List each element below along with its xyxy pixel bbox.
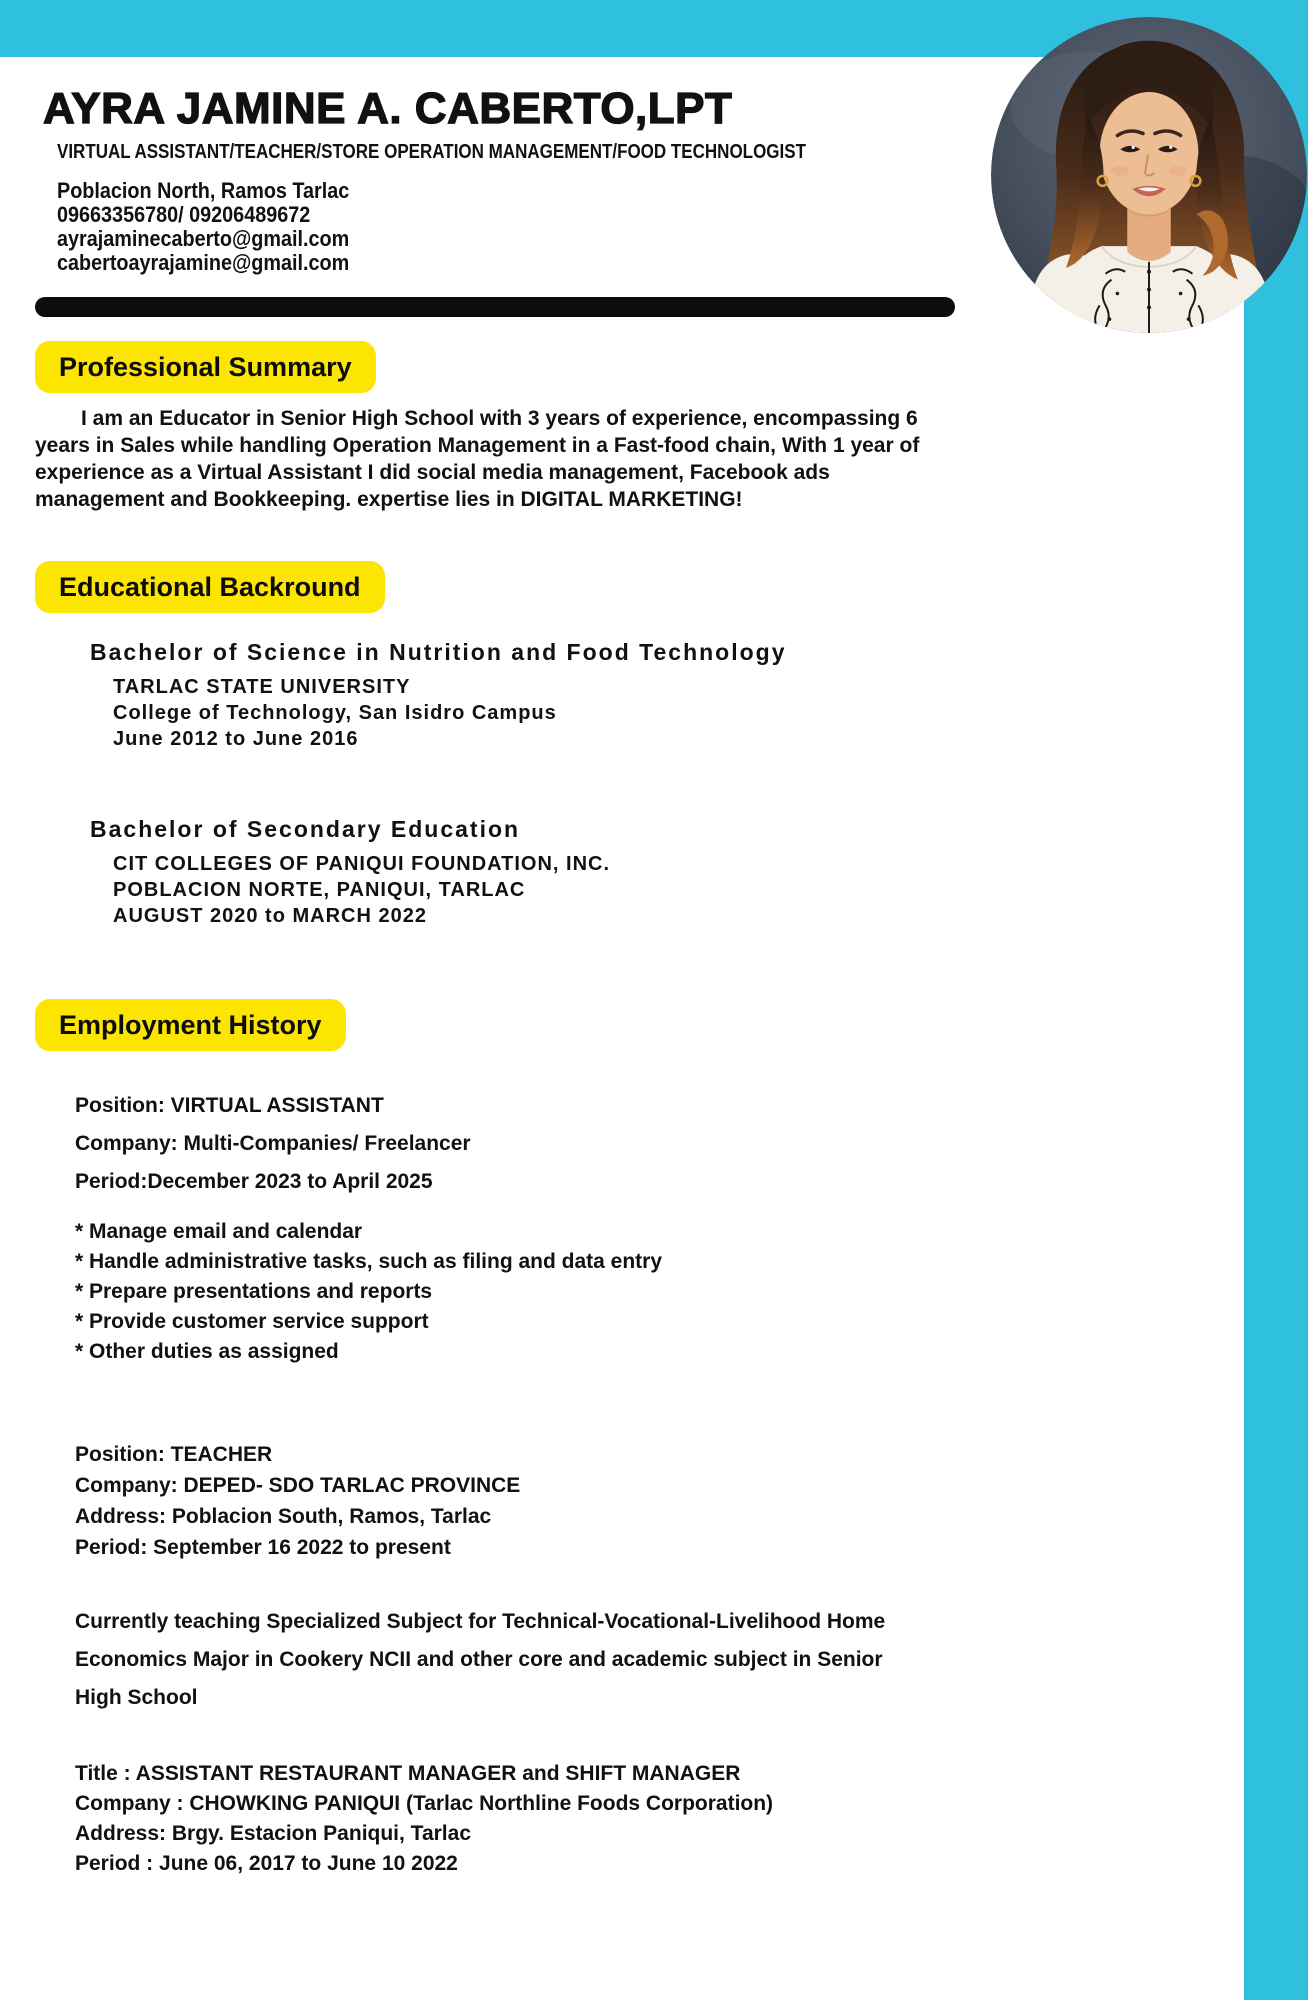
education-period: AUGUST 2020 to MARCH 2022	[113, 905, 427, 927]
section-title-employment: Employment History	[35, 999, 346, 1051]
job-duty: * Prepare presentations and reports	[75, 1280, 433, 1303]
job-period: Period:December 2023 to April 2025	[75, 1170, 433, 1193]
job-duty: * Handle administrative tasks, such as filing and data entry	[75, 1250, 663, 1273]
job-position: Position: VIRTUAL ASSISTANT	[75, 1094, 384, 1117]
job-duty: * Other duties as assigned	[75, 1340, 339, 1363]
degree-title: Bachelor of Science in Nutrition and Food Technology	[90, 639, 787, 665]
contact-email-primary: ayrajaminecaberto@gmail.com	[57, 226, 350, 251]
education-details	[113, 674, 1228, 752]
job-entry-virtual-assistant	[75, 1087, 1228, 1201]
education-school: CIT COLLEGES OF PANIQUI FOUNDATION, INC.	[113, 853, 611, 875]
job-period: Period : June 06, 2017 to June 10 2022	[75, 1852, 458, 1875]
education-entry	[35, 639, 1228, 752]
education-campus: College of Technology, San Isidro Campus	[113, 702, 557, 724]
education-school: TARLAC STATE UNIVERSITY	[113, 676, 411, 698]
job-entry-restaurant-manager	[75, 1759, 1228, 1879]
divider-bar	[35, 297, 955, 317]
job-title: Title : ASSISTANT RESTAURANT MANAGER and SHIFT MANAGER	[75, 1762, 741, 1785]
job-company: Company : CHOWKING PANIQUI (Tarlac Northline Foods Corporation)	[75, 1792, 774, 1815]
education-period: June 2012 to June 2016	[113, 728, 359, 750]
candidate-tagline: VIRTUAL ASSISTANT/TEACHER/STORE OPERATION MANAGEMENT/FOOD TECHNOLOGIST	[57, 141, 806, 163]
job-address: Address: Poblacion South, Ramos, Tarlac	[75, 1505, 492, 1528]
profile-photo	[991, 17, 1307, 333]
contact-block	[57, 179, 1111, 275]
contact-address: Poblacion North, Ramos Tarlac	[57, 178, 350, 203]
job-duty: * Manage email and calendar	[75, 1220, 363, 1243]
job-position: Position: TEACHER	[75, 1443, 273, 1466]
job-company: Company: Multi-Companies/ Freelancer	[75, 1132, 471, 1155]
portrait-illustration	[991, 17, 1307, 333]
contact-email-secondary: cabertoayrajamine@gmail.com	[57, 250, 350, 275]
job-note: Currently teaching Specialized Subject for Technical-Vocational-Livelihood Home Economics Major in Cookery NCII and other core and academic subject in Senior High School	[75, 1610, 886, 1709]
job-company: Company: DEPED- SDO TARLAC PROVINCE	[75, 1474, 521, 1497]
candidate-name: AYRA JAMINE A. CABERTO,LPT	[43, 84, 733, 133]
job-period: Period: September 16 2022 to present	[75, 1536, 451, 1559]
contact-phone: 09663356780/ 09206489672	[57, 202, 311, 227]
job-address: Address: Brgy. Estacion Paniqui, Tarlac	[75, 1822, 471, 1845]
section-title-professional-summary: Professional Summary	[35, 341, 376, 393]
education-details	[113, 851, 1228, 929]
education-entry	[35, 816, 1228, 929]
job-duty: * Provide customer service support	[75, 1310, 429, 1333]
job-duties-list	[75, 1217, 1228, 1367]
section-title-education: Educational Backround	[35, 561, 385, 613]
degree-title: Bachelor of Secondary Education	[90, 816, 521, 842]
professional-summary-text: I am an Educator in Senior High School with 3 years of experience, encompassing 6 years in Sales while handling Operation Management in a Fast-food chain, With 1 year of experience as a Virtual Assistant I did social media management, Facebook ads management and Bookkeeping. expertise lies in DIGITAL MARKETING!	[35, 407, 920, 511]
job-entry-teacher	[75, 1439, 1228, 1563]
education-campus: POBLACION NORTE, PANIQUI, TARLAC	[113, 879, 526, 901]
